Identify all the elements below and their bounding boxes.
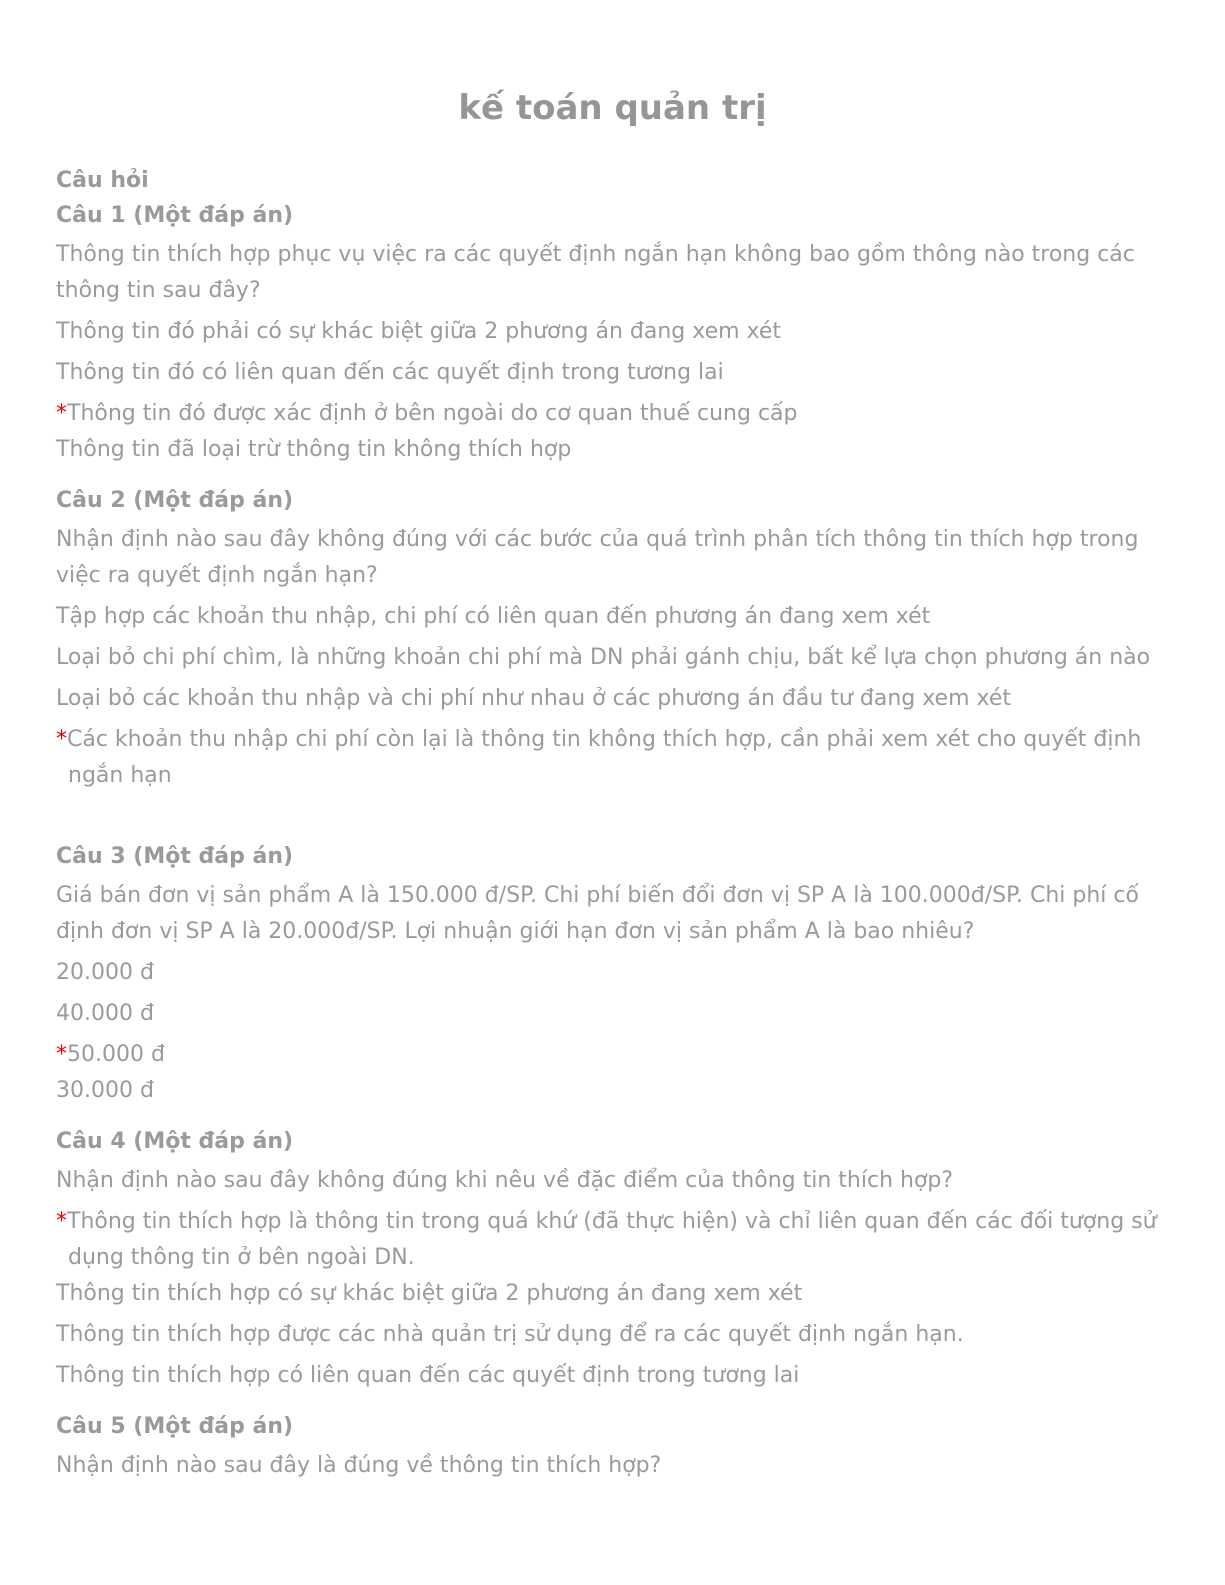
answer-option-text: 50.000 đ bbox=[67, 1042, 165, 1067]
answer-option-text: Thông tin đó được xác định ở bên ngoài do cơ quan thuế cung cấp bbox=[67, 401, 798, 426]
answer-option: Thông tin thích hợp có liên quan đến các quyết định trong tương lai bbox=[56, 1363, 800, 1388]
question-heading: Câu 4 (Một đáp án) bbox=[56, 1129, 294, 1154]
question-text: Nhận định nào sau đây không đúng với các bước của quá trình phân tích thông tin thích hợp trong việc ra quyết định ngắn hạn? bbox=[56, 527, 1139, 588]
answer-option-correct bbox=[56, 1204, 1168, 1276]
question-text: Thông tin thích hợp phục vụ việc ra các quyết định ngắn hạn không bao gồm thông nào trong các thông tin sau đây? bbox=[56, 242, 1135, 303]
answer-option: Loại bỏ các khoản thu nhập và chi phí như nhau ở các phương án đầu tư đang xem xét bbox=[56, 686, 1012, 711]
answer-option: Thông tin đó có liên quan đến các quyết định trong tương lai bbox=[56, 360, 724, 385]
answer-option-correct bbox=[56, 722, 1168, 794]
question-heading: Câu 2 (Một đáp án) bbox=[56, 488, 294, 513]
answer-option: Thông tin đã loại trừ thông tin không thích hợp bbox=[56, 437, 572, 462]
question-4 bbox=[56, 1127, 1168, 1399]
question-heading: Câu 3 (Một đáp án) bbox=[56, 844, 294, 869]
correct-marker: * bbox=[56, 1042, 67, 1067]
question-1 bbox=[56, 201, 1168, 473]
question-5 bbox=[56, 1412, 1168, 1489]
answer-option-correct bbox=[56, 396, 1168, 432]
section-label: Câu hỏi bbox=[56, 168, 149, 193]
answer-option: Thông tin thích hợp được các nhà quản trị sử dụng để ra các quyết định ngắn hạn. bbox=[56, 1322, 964, 1347]
answer-option-text: Thông tin thích hợp là thông tin trong quá khứ (đã thực hiện) và chỉ liên quan đến các đối tượng sử dụng thông tin ở bên ngoài DN. bbox=[67, 1209, 1157, 1270]
question-text: Nhận định nào sau đây không đúng khi nêu về đặc điểm của thông tin thích hợp? bbox=[56, 1168, 954, 1193]
correct-marker: * bbox=[56, 727, 67, 752]
answer-option-correct bbox=[56, 1037, 1168, 1073]
correct-marker: * bbox=[56, 401, 67, 426]
question-heading: Câu 1 (Một đáp án) bbox=[56, 203, 294, 228]
question-text: Nhận định nào sau đây là đúng về thông tin thích hợp? bbox=[56, 1453, 662, 1478]
question-2 bbox=[56, 486, 1168, 799]
answer-option: Thông tin đó phải có sự khác biệt giữa 2 phương án đang xem xét bbox=[56, 319, 782, 344]
answer-option: Thông tin thích hợp có sự khác biệt giữa 2 phương án đang xem xét bbox=[56, 1281, 803, 1306]
answer-option: 40.000 đ bbox=[56, 1001, 154, 1026]
answer-option-text: Các khoản thu nhập chi phí còn lại là thông tin không thích hợp, cần phải xem xét cho quyết định ngắn hạn bbox=[67, 727, 1142, 788]
question-3 bbox=[56, 842, 1168, 1114]
answer-option: 30.000 đ bbox=[56, 1078, 154, 1103]
page-title: kế toán quản trị bbox=[458, 88, 767, 128]
correct-marker: * bbox=[56, 1209, 67, 1234]
answer-option: 20.000 đ bbox=[56, 960, 154, 985]
answer-option: Loại bỏ chi phí chìm, là những khoản chi phí mà DN phải gánh chịu, bất kể lựa chọn phương án nào bbox=[56, 645, 1151, 670]
question-heading: Câu 5 (Một đáp án) bbox=[56, 1414, 294, 1439]
answer-option: Tập hợp các khoản thu nhập, chi phí có liên quan đến phương án đang xem xét bbox=[56, 604, 931, 629]
question-text: Giá bán đơn vị sản phẩm A là 150.000 đ/SP. Chi phí biến đổi đơn vị SP A là 100.000đ/SP. Chi phí cố định đơn vị SP A là 20.000đ/SP. Lợi nhuận giới hạn đơn vị sản phẩm A là bao nhiêu? bbox=[56, 883, 1139, 944]
